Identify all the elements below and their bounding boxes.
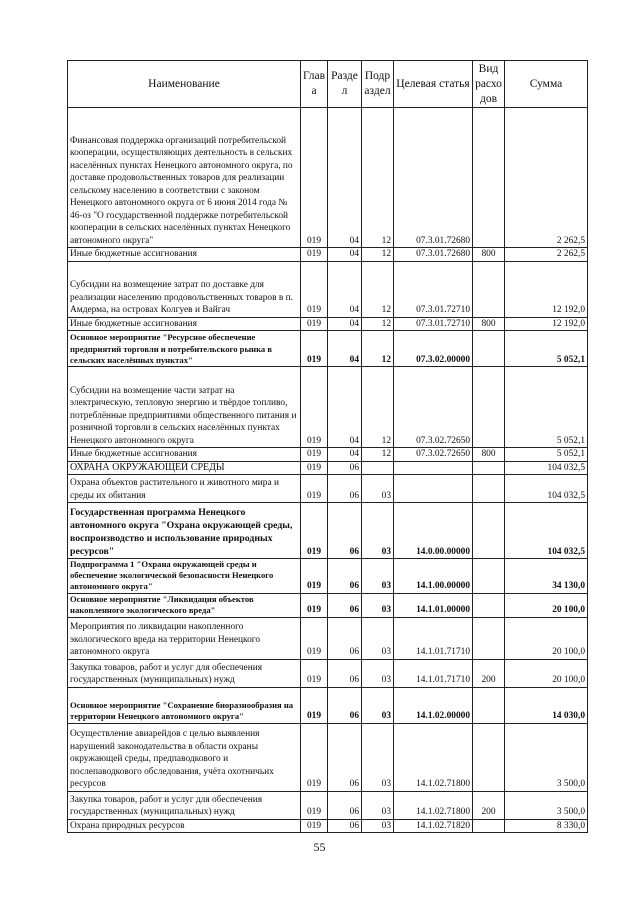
row-razdel: 04 xyxy=(328,261,362,317)
header-expense-type: Вид расхо дов xyxy=(473,61,505,108)
row-target-article: 07.3.01.72710 xyxy=(394,317,473,331)
row-glava: 019 xyxy=(301,659,328,687)
row-podrazdel: 03 xyxy=(362,475,394,503)
header-name: Наименование xyxy=(68,61,301,108)
row-sum: 12 192,0 xyxy=(505,317,588,331)
row-expense-type: 800 xyxy=(473,317,505,331)
row-target-article: 14.1.00.00000 xyxy=(394,559,473,594)
row-expense-type xyxy=(473,503,505,559)
row-razdel: 04 xyxy=(328,448,362,462)
row-razdel: 06 xyxy=(328,791,362,819)
row-podrazdel: 12 xyxy=(362,261,394,317)
row-target-article: 14.1.02.71820 xyxy=(394,819,473,833)
row-target-article: 14.0.00.00000 xyxy=(394,503,473,559)
row-podrazdel: 03 xyxy=(362,659,394,687)
row-glava: 019 xyxy=(301,448,328,462)
row-name: Закупка товаров, работ и услуг для обеспечения государственных (муниципальных) нужд xyxy=(68,659,301,687)
row-razdel: 06 xyxy=(328,723,362,791)
row-podrazdel: 03 xyxy=(362,593,394,617)
table-row xyxy=(68,448,588,462)
row-expense-type xyxy=(473,819,505,833)
row-target-article: 07.3.01.72680 xyxy=(394,248,473,262)
row-razdel: 04 xyxy=(328,108,362,248)
row-glava: 019 xyxy=(301,475,328,503)
row-glava: 019 xyxy=(301,791,328,819)
row-target-article: 07.3.01.72710 xyxy=(394,261,473,317)
row-name: Иные бюджетные ассигнования xyxy=(68,317,301,331)
row-name: Государственная программа Ненецкого автономного округа "Охрана окружающей среды, воспроизводство и использование природных ресурсов" xyxy=(68,503,301,559)
row-razdel: 06 xyxy=(328,461,362,475)
row-glava: 019 xyxy=(301,108,328,248)
row-expense-type xyxy=(473,367,505,448)
row-glava: 019 xyxy=(301,261,328,317)
row-expense-type xyxy=(473,559,505,594)
row-target-article: 14.1.02.71800 xyxy=(394,723,473,791)
row-podrazdel: 12 xyxy=(362,367,394,448)
table-row xyxy=(68,367,588,448)
table-row xyxy=(68,791,588,819)
row-razdel: 06 xyxy=(328,593,362,617)
row-sum: 20 100,0 xyxy=(505,593,588,617)
row-name: Финансовая поддержка организаций потребительской кооперации, осуществляющих деятельность в сельских населённых пунктах Ненецкого автономного округа, по доставке продовольственных товаров для реализации сельскому населению в соответствии с законом Ненецкого автономного округа от 6 июня 2014 года № 46-оз "О государственной поддержке потребительской кооперации в сельских населённых пунктах Ненецкого автономного округа" xyxy=(68,108,301,248)
row-glava: 019 xyxy=(301,617,328,659)
row-expense-type: 200 xyxy=(473,791,505,819)
row-razdel: 06 xyxy=(328,687,362,723)
header-glava: Глав а xyxy=(301,61,328,108)
row-glava: 019 xyxy=(301,331,328,367)
row-razdel: 06 xyxy=(328,659,362,687)
row-name: Субсидии на возмещение затрат по доставке для реализации населению продовольственных товаров в п. Амдерма, на островах Колгуев и Вайгач xyxy=(68,261,301,317)
row-glava: 019 xyxy=(301,461,328,475)
row-target-article: 07.3.02.72650 xyxy=(394,448,473,462)
row-podrazdel xyxy=(362,461,394,475)
table-row xyxy=(68,461,588,475)
row-name: Основное мероприятие "Ликвидация объектов накопленного экологического вреда" xyxy=(68,593,301,617)
row-sum: 8 330,0 xyxy=(505,819,588,833)
row-sum: 5 052,1 xyxy=(505,448,588,462)
row-target-article: 07.3.02.00000 xyxy=(394,331,473,367)
row-sum: 5 052,1 xyxy=(505,331,588,367)
row-sum: 2 262,5 xyxy=(505,108,588,248)
header-podrazdel: Подр аздел xyxy=(362,61,394,108)
header-sum: Сумма xyxy=(505,61,588,108)
row-name: Охрана объектов растительного и животного мира и среды их обитания xyxy=(68,475,301,503)
row-razdel: 04 xyxy=(328,367,362,448)
row-sum: 3 500,0 xyxy=(505,723,588,791)
row-podrazdel: 12 xyxy=(362,448,394,462)
row-razdel: 04 xyxy=(328,248,362,262)
row-razdel: 06 xyxy=(328,475,362,503)
table-row xyxy=(68,475,588,503)
table-header-row xyxy=(68,61,588,108)
row-sum: 14 030,0 xyxy=(505,687,588,723)
table-row xyxy=(68,723,588,791)
table-row xyxy=(68,559,588,594)
row-target-article: 14.1.01.00000 xyxy=(394,593,473,617)
table-row xyxy=(68,108,588,248)
row-name: Мероприятия по ликвидации накопленного экологического вреда на территории Ненецкого автономного округа xyxy=(68,617,301,659)
row-target-article: 07.3.02.72650 xyxy=(394,367,473,448)
row-sum: 12 192,0 xyxy=(505,261,588,317)
row-podrazdel: 03 xyxy=(362,723,394,791)
row-glava: 019 xyxy=(301,819,328,833)
row-razdel: 06 xyxy=(328,617,362,659)
row-name: Основное мероприятие "Ресурсное обеспечение предприятий торговли и потребительского рынка в сельских населённых пунктах" xyxy=(68,331,301,367)
table-row xyxy=(68,261,588,317)
row-sum: 104 032,5 xyxy=(505,461,588,475)
row-expense-type xyxy=(473,617,505,659)
row-glava: 019 xyxy=(301,317,328,331)
row-podrazdel: 03 xyxy=(362,559,394,594)
row-expense-type xyxy=(473,108,505,248)
row-target-article: 07.3.01.72680 xyxy=(394,108,473,248)
row-name: Подпрограмма 1 "Охрана окружающей среды и обеспечение экологической безопасности Ненецкого автономного округа" xyxy=(68,559,301,594)
row-sum: 2 262,5 xyxy=(505,248,588,262)
row-expense-type xyxy=(473,461,505,475)
table-row xyxy=(68,819,588,833)
row-glava: 019 xyxy=(301,367,328,448)
row-target-article: 14.1.01.71710 xyxy=(394,659,473,687)
row-sum: 3 500,0 xyxy=(505,791,588,819)
row-name: Охрана природных ресурсов xyxy=(68,819,301,833)
row-razdel: 06 xyxy=(328,503,362,559)
table-row xyxy=(68,617,588,659)
row-expense-type xyxy=(473,331,505,367)
row-name: Закупка товаров, работ и услуг для обеспечения государственных (муниципальных) нужд xyxy=(68,791,301,819)
row-sum: 104 032,5 xyxy=(505,475,588,503)
row-glava: 019 xyxy=(301,248,328,262)
row-razdel: 04 xyxy=(328,317,362,331)
row-expense-type xyxy=(473,723,505,791)
table-row xyxy=(68,593,588,617)
row-podrazdel: 03 xyxy=(362,503,394,559)
row-sum: 5 052,1 xyxy=(505,367,588,448)
row-razdel: 04 xyxy=(328,331,362,367)
page-number: 55 xyxy=(313,840,326,854)
row-podrazdel: 12 xyxy=(362,108,394,248)
table-row xyxy=(68,317,588,331)
table-row xyxy=(68,687,588,723)
row-glava: 019 xyxy=(301,593,328,617)
row-expense-type xyxy=(473,475,505,503)
row-razdel: 06 xyxy=(328,819,362,833)
row-glava: 019 xyxy=(301,687,328,723)
row-sum: 20 100,0 xyxy=(505,659,588,687)
row-glava: 019 xyxy=(301,559,328,594)
budget-table xyxy=(67,60,588,833)
row-target-article: 14.1.02.71800 xyxy=(394,791,473,819)
row-expense-type xyxy=(473,261,505,317)
row-expense-type: 200 xyxy=(473,659,505,687)
table-row xyxy=(68,331,588,367)
row-target-article xyxy=(394,475,473,503)
row-expense-type: 800 xyxy=(473,248,505,262)
row-sum: 34 130,0 xyxy=(505,559,588,594)
row-razdel: 06 xyxy=(328,559,362,594)
table-row xyxy=(68,248,588,262)
row-name: Иные бюджетные ассигнования xyxy=(68,248,301,262)
row-sum: 104 032,5 xyxy=(505,503,588,559)
row-podrazdel: 03 xyxy=(362,617,394,659)
row-name: Иные бюджетные ассигнования xyxy=(68,448,301,462)
row-name: Основное мероприятие "Сохранение биоразнообразия на территории Ненецкого автономного округа" xyxy=(68,687,301,723)
row-glava: 019 xyxy=(301,723,328,791)
row-target-article: 14.1.01.71710 xyxy=(394,617,473,659)
row-name: ОХРАНА ОКРУЖАЮЩЕЙ СРЕДЫ xyxy=(68,461,301,475)
row-podrazdel: 12 xyxy=(362,248,394,262)
table-row xyxy=(68,659,588,687)
row-podrazdel: 03 xyxy=(362,687,394,723)
row-podrazdel: 03 xyxy=(362,791,394,819)
row-expense-type: 800 xyxy=(473,448,505,462)
header-razdel: Разде л xyxy=(328,61,362,108)
header-target-article: Целевая статья xyxy=(394,61,473,108)
row-glava: 019 xyxy=(301,503,328,559)
row-expense-type xyxy=(473,687,505,723)
row-podrazdel: 12 xyxy=(362,331,394,367)
row-target-article: 14.1.02.00000 xyxy=(394,687,473,723)
table-row xyxy=(68,503,588,559)
row-sum: 20 100,0 xyxy=(505,617,588,659)
row-name: Субсидии на возмещение части затрат на электрическую, тепловую энергию и твёрдое топливо, потреблённые предприятиями общественного питания и розничной торговли в сельских населённых пунктах Ненецкого автономного округа xyxy=(68,367,301,448)
row-expense-type xyxy=(473,593,505,617)
row-podrazdel: 03 xyxy=(362,819,394,833)
row-target-article xyxy=(394,461,473,475)
row-podrazdel: 12 xyxy=(362,317,394,331)
row-name: Осуществление авиарейдов с целью выявления нарушений законодательства в области охраны окружающей среды, предпаводкового и послепаводкового обследования, учёта охотничьих ресурсов xyxy=(68,723,301,791)
